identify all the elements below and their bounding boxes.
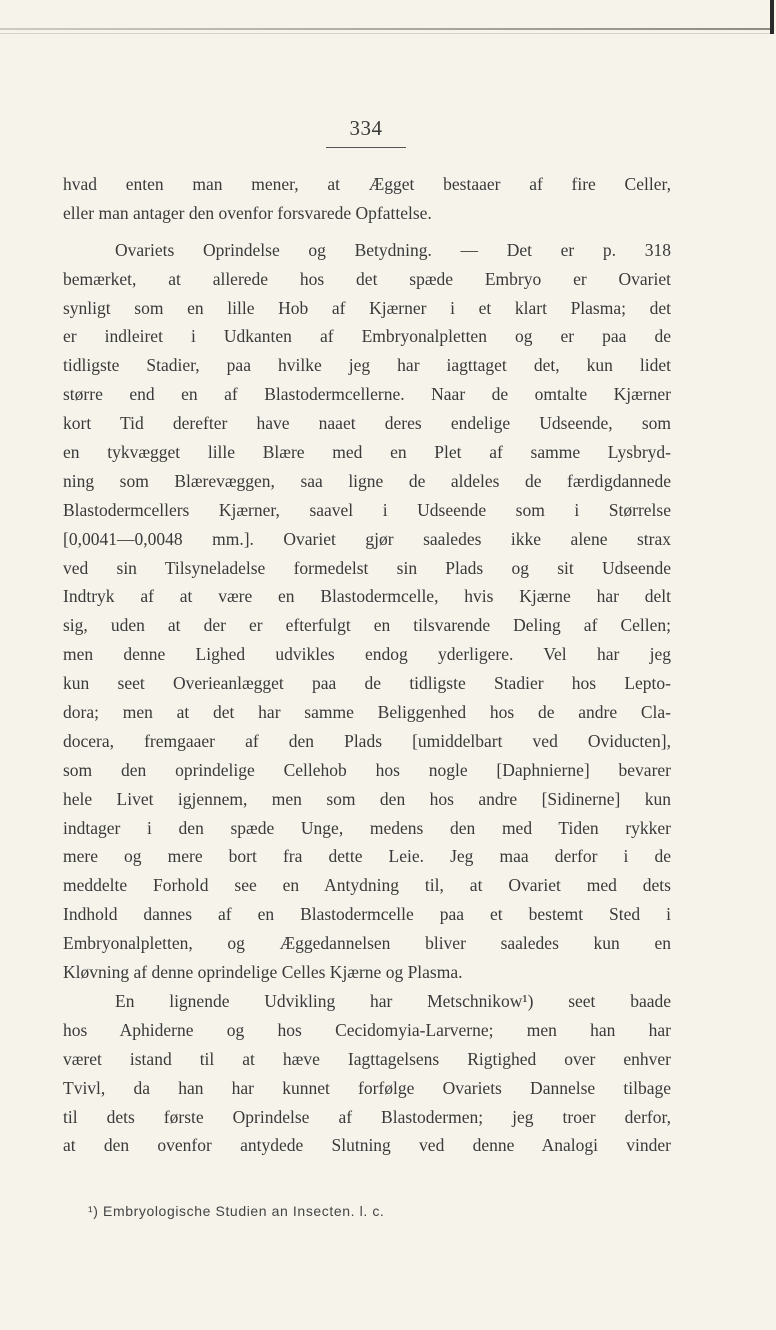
text-line: sig, uden at der er efterfulgt en tilsvarende Deling af Cellen; [63,615,671,636]
text-line: Indtryk af at være en Blastodermcelle, hvis Kjærne har delt [63,586,671,607]
scan-top-rule-secondary [0,33,770,34]
text-line: ning som Blærevæggen, saa ligne de aldeles de færdigdannede [63,470,671,491]
page-number-underline [326,147,406,148]
text-line: docera, fremgaaer af den Plads [umiddelbart ved Oviducten], [63,730,671,751]
text-line: synligt som en lille Hob af Kjærner i et klart Plasma; det [63,297,671,318]
paragraph-1 [63,170,671,228]
page-number: 334 [349,116,383,140]
text-line: som den oprindelige Cellehob hos nogle [Daphnierne] bevarer [63,759,671,780]
text-line: eller man antager den ovenfor forsvarede Opfattelse. [63,202,432,223]
scan-top-rule [0,28,770,30]
text-line: bemærket, at allerede hos det spæde Embryo er Ovariet [63,268,671,289]
text-line: En lignende Udvikling har Metschnikow¹) seet baade [115,990,671,1011]
paragraph-2 [63,236,671,987]
text-line: hos Aphiderne og hos Cecidomyia-Larverne; men han har [63,1019,671,1040]
text-line: Indhold dannes af en Blastodermcelle paa et bestemt Sted i [63,904,671,925]
body-text [63,170,671,1160]
text-line: større end en af Blastodermcellerne. Naar de omtalte Kjærner [63,384,671,405]
text-line: dora; men at det har samme Beliggenhed hos de andre Cla- [63,702,671,723]
text-line: kun seet Overieanlægget paa de tidligste Stadier hos Lepto- [63,673,671,694]
text-line: hele Livet igjennem, men som den hos andre [Sidinerne] kun [63,788,671,809]
text-line: tidligste Stadier, paa hvilke jeg har iagttaget det, kun lidet [63,355,671,376]
text-line: ved sin Tilsyneladelse formedelst sin Plads og sit Udseende [63,557,671,578]
text-line: at den ovenfor antydede Slutning ved denne Analogi vinder [63,1135,671,1156]
text-line: Kløvning af denne oprindelige Celles Kjærne og Plasma. [63,962,463,983]
text-line: kort Tid derefter have naaet deres endelige Udseende, som [63,413,671,434]
text-line: er indleiret i Udkanten af Embryonalpletten og er paa de [63,326,671,347]
text-line: til dets første Oprindelse af Blastodermen; jeg troer derfor, [63,1106,671,1127]
paragraph-3 [63,987,671,1160]
section-heading-line: Ovariets Oprindelse og Betydning. — Det er p. 318 [115,239,671,260]
text-line: været istand til at hæve Iagttagelsens Rigtighed over enhver [63,1048,671,1069]
text-line: Tvivl, da han har kunnet forfølge Ovariets Dannelse tilbage [63,1077,671,1098]
text-line: men denne Lighed udvikles endog yderligere. Vel har jeg [63,644,671,665]
text-line: indtager i den spæde Unge, medens den med Tiden rykker [63,817,671,838]
text-line: [0,0041—0,0048 mm.]. Ovariet gjør saaledes ikke alene strax [63,528,671,549]
scan-edge-mark [770,0,774,34]
text-line: en tykvægget lille Blære med en Plet af samme Lysbryd- [63,442,671,463]
text-line: mere og mere bort fra dette Leie. Jeg maa derfor i de [63,846,671,867]
text-line: Embryonalpletten, og Æggedannelsen bliver saaledes kun en [63,933,671,954]
footnote: ¹) Embryologische Studien an Insecten. l. c. [88,1203,385,1219]
text-line: hvad enten man mener, at Ægget bestaaer af fire Celler, [63,174,671,194]
text-line: Blastodermcellers Kjærner, saavel i Udseende som i Størrelse [63,499,671,520]
text-line: meddelte Forhold see en Antydning til, at Ovariet med dets [63,875,671,896]
